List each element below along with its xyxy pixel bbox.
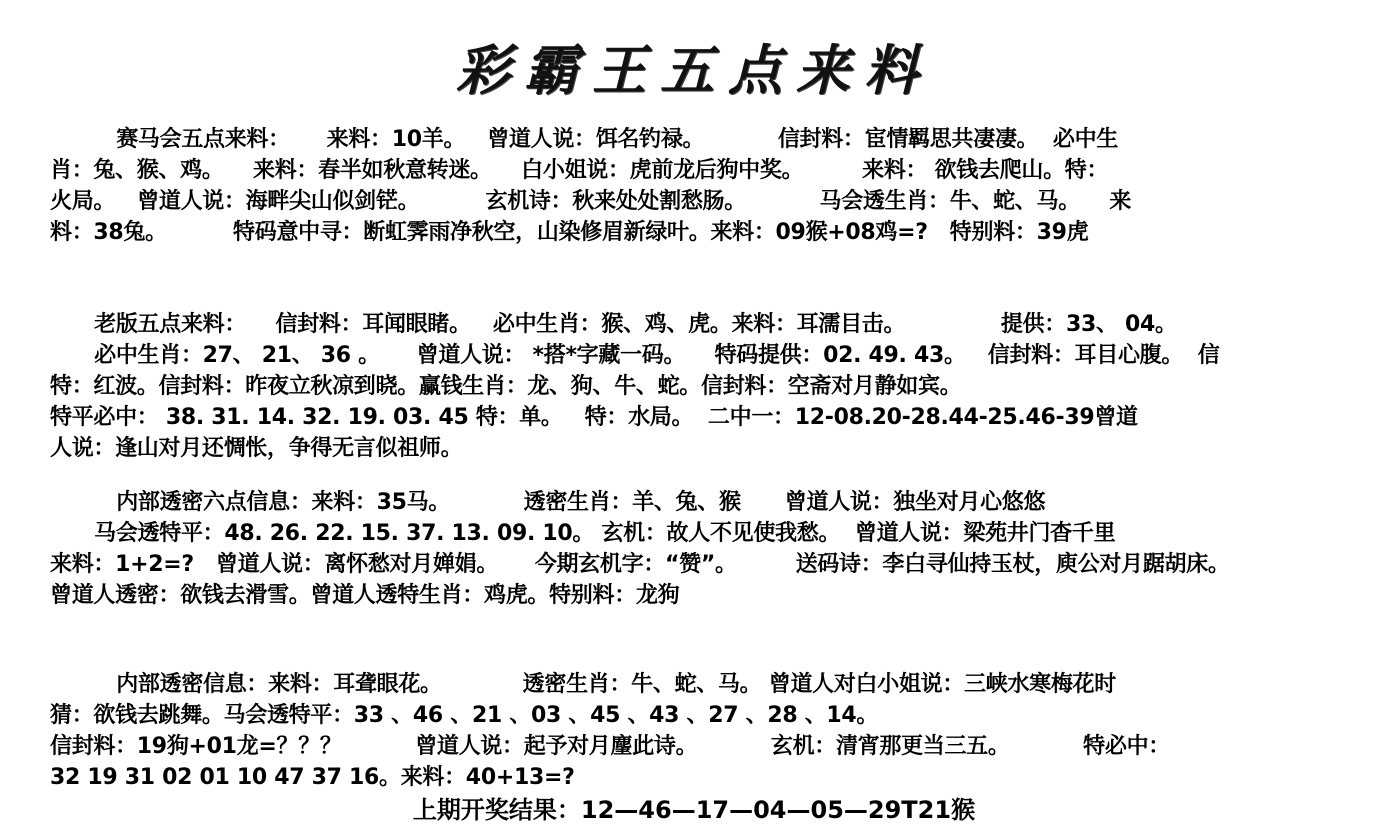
text-line: 马会透特平：48. 26. 22. 15. 37. 13. 09. 10。 玄机：故人不见使我愁。 曾道人说：梁苑井门杳千里 [50,521,1116,546]
text-line: 内部透密六点信息：来料：35马。 透密生肖：羊、兔、猴 曾道人说：独坐对月心悠悠 [50,490,1046,515]
text-line: 必中生肖：27、 21、 36 。 曾道人说： *搭*字藏一码。 特码提供：02. 49. 43。 信封料：耳目心腹。 信 [50,343,1220,368]
text-line: 曾道人透密：欲钱去滑雪。曾道人透特生肖：鸡虎。特别料：龙狗 [50,583,680,608]
text-line: 特平必中： 38. 31. 14. 32. 19. 03. 45 特：单。 特：水局。 二中一：12-08.20-28.44-25.46-39曾道 [50,405,1138,430]
text-line: 猜：欲钱去跳舞。马会透特平：33 、46 、21 、03 、45 、43 、27 、28 、14。 [50,703,879,728]
text-line: 特：红波。信封料：昨夜立秋凉到晓。赢钱生肖：龙、狗、牛、蛇。信封料：空斋对月静如宾。 [50,374,962,399]
text-line: 火局。 曾道人说：海畔尖山似剑铓。 玄机诗：秋来处处割愁肠。 马会透生肖：牛、蛇、马。 来 [50,189,1132,214]
text-line: 信封料：19狗+01龙=？？？ 曾道人说：起予对月麈此诗。 玄机：清宵那更当三五。 特必中： [50,734,1170,759]
text-line: 料：38兔。 特码意中寻：断虹霁雨净秋空，山染修眉新绿叶。来料：09猴+08鸡=? 特别料：39虎 [50,220,1089,245]
last-draw-result: 上期开奖结果：12—46—17—04—05—29T21猴 [412,796,976,824]
text-line: 赛马会五点来料： 来料：10羊。 曾道人说：饵名钓禄。 信封料：宦情羁思共凄凄。 必中生 [50,127,1119,152]
text-line: 内部透密信息：来料：耳聋眼花。 透密生肖：牛、蛇、马。 曾道人对白小姐说：三峡水寒梅花时 [50,672,1116,697]
text-line: 老版五点来料： 信封料：耳闻眼睹。 必中生肖：猴、鸡、虎。来料：耳濡目击。 提供：33、 04。 [50,312,1177,337]
text-line: 32 19 31 02 01 10 47 37 16。来料：40+13=? [50,765,575,790]
text-line: 肖：兔、猴、鸡。 来料：春半如秋意转迷。 白小姐说：虎前龙后狗中奖。 来料： 欲钱去爬山。特： [50,158,1109,183]
text-line: 来料：1+2=? 曾道人说：离怀愁对月婵娟。 今期玄机字：“赞”。 送码诗：李白寻仙持玉杖，庾公对月踞胡床。 [50,552,1230,577]
text-line: 人说：逢山对月还惆怅，争得无言似祖师。 [50,436,463,461]
page-title: 彩霸王五点来料 [456,38,932,102]
